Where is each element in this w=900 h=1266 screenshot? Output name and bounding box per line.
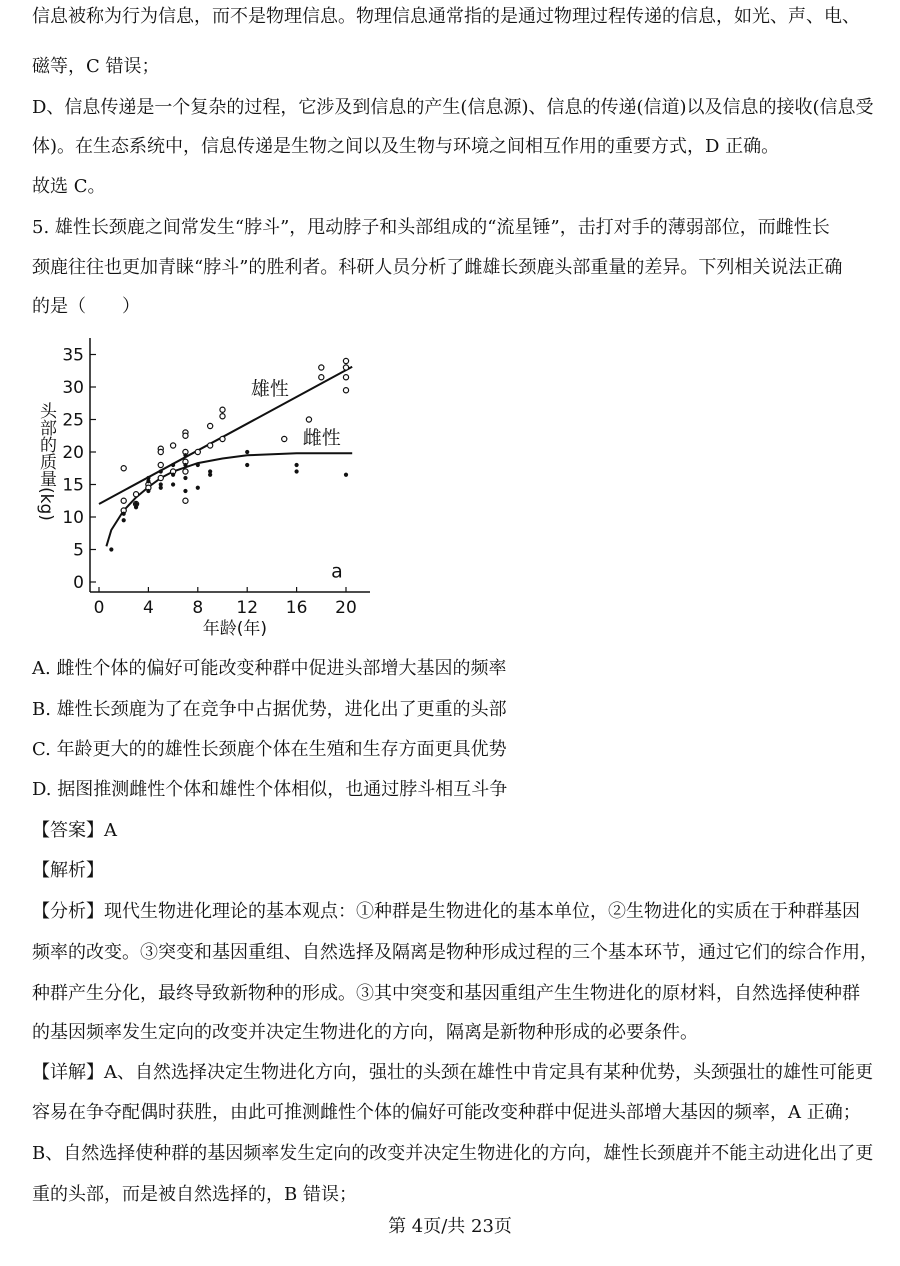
chart-marks — [99, 358, 352, 551]
text-line: 体)。在生态系统中，信息传递是生物之间以及生物与环境之间相互作用的重要方式，D 正确。 — [32, 136, 780, 157]
y-tick-label: 20 — [62, 443, 84, 463]
female-data-point — [196, 486, 200, 490]
x-tick-label: 12 — [236, 598, 259, 618]
male-data-point — [121, 466, 126, 471]
series-label-female: 雌性 — [302, 427, 341, 450]
female-data-point — [295, 463, 299, 467]
text-line: 【分析】现代生物进化理论的基本观点：①种群是生物进化的基本单位，②生物进化的实质在于种群基因 — [32, 901, 860, 922]
text-line: 磁等，C 错误； — [32, 56, 160, 77]
text-line: D、信息传递是一个复杂的过程，它涉及到信息的产生(信息源)、信息的传递(信道)以及信息的接收(信息受 — [32, 97, 874, 118]
female-data-point — [183, 476, 187, 480]
female-data-point — [183, 463, 187, 467]
male-data-point — [343, 358, 348, 363]
option-b: B. 雄性长颈鹿为了在竞争中占据优势，进化出了更重的头部 — [32, 699, 507, 720]
x-tick-label: 16 — [285, 598, 308, 618]
y-tick-label: 5 — [73, 540, 84, 561]
female-data-point — [171, 482, 175, 486]
x-tick-label: 0 — [93, 598, 105, 618]
x-tick-label: 20 — [335, 598, 357, 618]
y-tick-label: 0 — [73, 573, 84, 593]
male-data-point — [306, 417, 311, 422]
y-axis-label: 头部的质量(kg) — [36, 402, 56, 521]
male-data-point — [282, 436, 287, 441]
y-tick-label: 10 — [62, 508, 84, 528]
female-data-point — [295, 469, 299, 473]
male-data-point — [343, 388, 348, 393]
female-data-point — [183, 453, 187, 457]
female-data-point — [122, 512, 126, 516]
head-mass-chart — [32, 330, 392, 645]
male-data-point — [183, 498, 188, 503]
female-data-point — [122, 518, 126, 522]
female-data-point — [171, 473, 175, 477]
female-data-point — [109, 547, 113, 551]
text-line: 重的头部，而是被自然选择的，B 错误； — [32, 1184, 357, 1205]
y-tick-label: 35 — [62, 345, 84, 366]
text-line: 【详解】A、自然选择决定生物进化方向，强壮的头颈在雄性中肯定具有某种优势，头颈强壮的雄性可能更 — [32, 1062, 873, 1083]
female-data-point — [171, 463, 175, 467]
male-data-point — [158, 449, 163, 454]
male-data-point — [220, 407, 225, 412]
male-data-point — [343, 365, 348, 370]
female-data-point — [134, 502, 138, 506]
y-tick-label: 30 — [62, 378, 84, 398]
male-data-point — [195, 449, 200, 454]
female-data-point — [208, 473, 212, 477]
panel-label: a — [331, 560, 343, 583]
y-tick-label: 25 — [62, 410, 84, 431]
female-data-point — [146, 489, 150, 493]
option-d: D. 据图推测雌性个体和雄性个体相似，也通过脖斗相互斗争 — [32, 779, 508, 800]
male-data-point — [343, 375, 348, 380]
text-line: 颈鹿往往也更加青睐“脖斗”的胜利者。科研人员分析了雌雄长颈鹿头部重量的差异。下列相关说法正确 — [32, 257, 843, 278]
female-data-point — [196, 463, 200, 467]
analysis-heading: 【解析】 — [32, 860, 104, 881]
male-data-point — [158, 462, 163, 467]
page-footer: 第 4页/共 23页 — [388, 1216, 512, 1237]
male-data-point — [183, 433, 188, 438]
x-axis-label: 年龄(年) — [202, 619, 267, 639]
text-line: 信息被称为行为信息，而不是物理信息。物理信息通常指的是通过物理过程传递的信息，如光、声、电、 — [32, 6, 860, 27]
male-data-point — [208, 443, 213, 448]
text-line: 频率的改变。③突变和基因重组、自然选择及隔离是物种形成过程的三个基本环节，通过它们的综合作用， — [32, 942, 878, 963]
female-data-point — [146, 476, 150, 480]
female-data-point — [245, 463, 249, 467]
text-line: B、自然选择使种群的基因频率发生定向的改变并决定生物进化的方向，雄性长颈鹿并不能主动进化出了更 — [32, 1143, 874, 1164]
male-data-point — [208, 423, 213, 428]
x-tick-label: 4 — [142, 598, 154, 618]
male-data-point — [220, 414, 225, 419]
text-line: 的是（ ） — [32, 296, 140, 317]
female-data-point — [245, 450, 249, 454]
female-data-point — [159, 469, 163, 473]
female-trend-curve — [106, 453, 352, 546]
text-line: 的基因频率发生定向的改变并决定生物进化的方向，隔离是新物种形成的必要条件。 — [32, 1022, 698, 1043]
male-data-point — [133, 492, 138, 497]
female-data-point — [159, 486, 163, 490]
text-line: 容易在争夺配偶时获胜，由此可推测雌性个体的偏好可能改变种群中促进头部增大基因的频率，A 正确； — [32, 1102, 861, 1123]
female-data-point — [344, 473, 348, 477]
male-data-point — [171, 443, 176, 448]
text-line: 种群产生分化，最终导致新物种的形成。③其中突变和基因重组产生生物进化的原材料，自然选择使种群 — [32, 983, 860, 1004]
text-line: 故选 C。 — [32, 176, 106, 197]
option-a: A. 雌性个体的偏好可能改变种群中促进头部增大基因的频率 — [32, 658, 507, 679]
text-line: 5. 雄性长颈鹿之间常发生“脖斗”，甩动脖子和头部组成的“流星锤”，击打对手的薄弱部位，而雌性长 — [32, 217, 830, 238]
female-data-point — [183, 489, 187, 493]
x-tick-label: 8 — [192, 598, 204, 618]
male-data-point — [121, 498, 126, 503]
answer-line: 【答案】A — [32, 820, 117, 841]
option-c: C. 年龄更大的的雄性长颈鹿个体在生殖和生存方面更具优势 — [32, 739, 507, 760]
male-data-point — [183, 469, 188, 474]
y-tick-label: 15 — [62, 475, 84, 496]
chart-axes — [62, 338, 370, 618]
male-data-point — [158, 475, 163, 480]
male-data-point — [319, 365, 324, 370]
male-data-point — [220, 436, 225, 441]
male-data-point — [319, 375, 324, 380]
series-label-male: 雄性 — [250, 377, 289, 400]
